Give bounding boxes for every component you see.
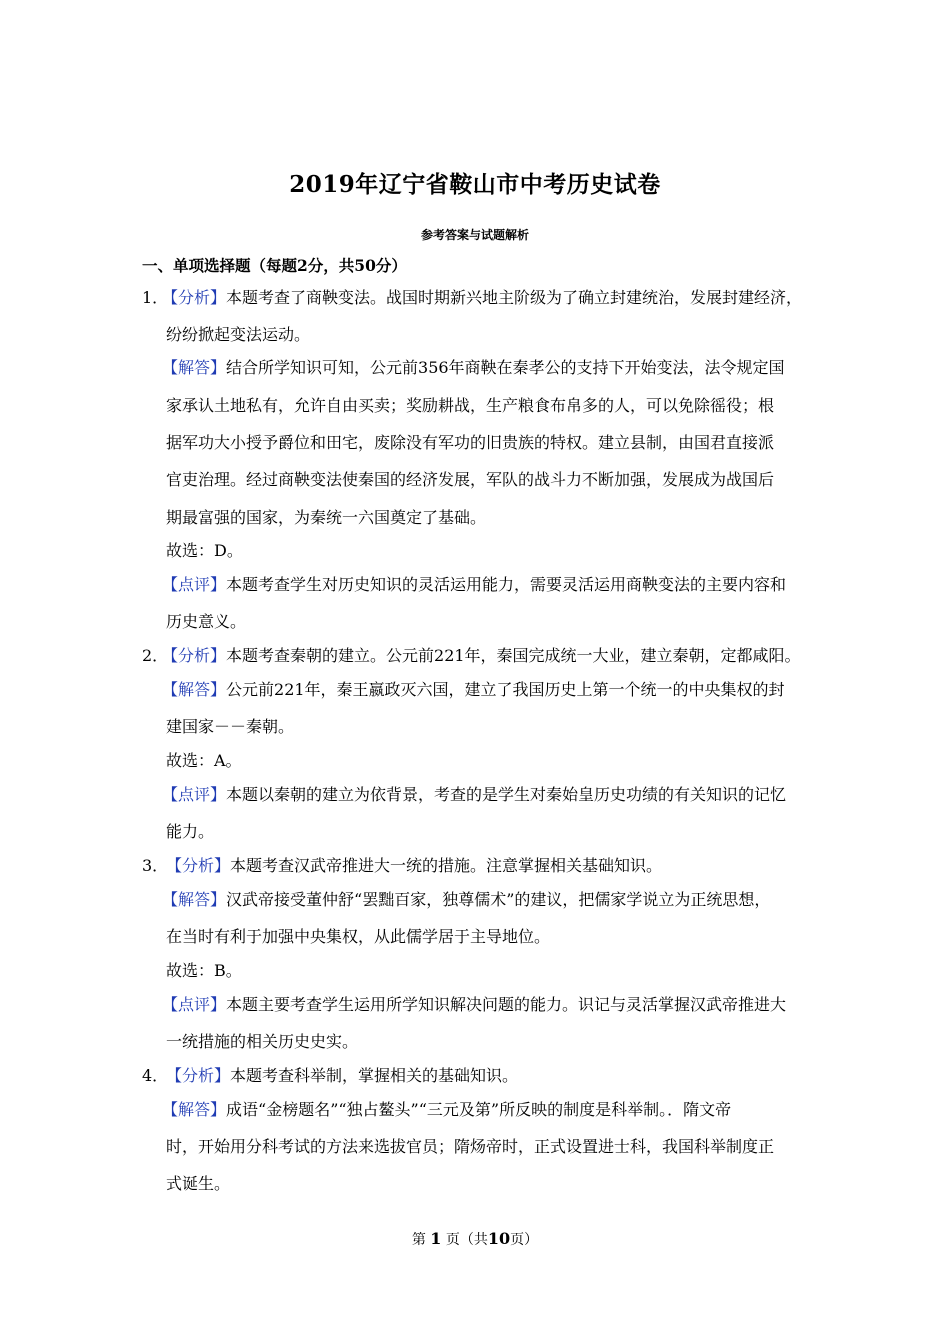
section-heading: 一、单项选择题（每题2分，共50分） [142, 256, 407, 275]
footer-suffix: 页） [510, 1232, 539, 1248]
answer-line: 建国家－－秦朝。 [166, 717, 295, 736]
answer-line: 家承认土地私有，允许自由买卖；奖励耕战，生产粮食布帛多的人，可以免除徭役；根 [166, 396, 775, 415]
answer-line [162, 890, 770, 910]
comment-line: 历史意义。 [166, 612, 247, 631]
analysis-line [166, 1066, 518, 1086]
page-footer [0, 1229, 950, 1249]
answer-line [162, 1100, 731, 1120]
footer-prefix: 第 [411, 1232, 426, 1248]
question-number: 1． [142, 288, 169, 307]
answer-text: 结合所学知识可知，公元前356年商鞅在秦孝公的支持下开始变法，法令规定国 [226, 358, 785, 377]
choice-line: 故选：B。 [166, 961, 242, 980]
analysis-line [166, 856, 662, 876]
question-number: 4． [142, 1066, 169, 1085]
comment-text: 本题主要考查学生运用所学知识解决问题的能力。识记与灵活掌握汉武帝推进大 [226, 995, 787, 1014]
comment-line [162, 995, 786, 1015]
comment-line [162, 575, 786, 595]
analysis-line [162, 646, 801, 666]
question-number: 2． [142, 646, 169, 665]
comment-line: 能力。 [166, 822, 215, 841]
answer-line: 时，开始用分科考试的方法来选拔官员；隋炀帝时，正式设置进士科，我国科举制度正 [166, 1137, 775, 1156]
analysis-text: 本题考查了商鞅变法。战国时期新兴地主阶级为了确立封建统治，发展封建经济， [226, 288, 803, 307]
answer-text: 公元前221年，秦王嬴政灭六国，建立了我国历史上第一个统一的中央集权的封 [226, 680, 785, 699]
analysis-text: 本题考查科举制，掌握相关的基础知识。 [230, 1066, 519, 1085]
answer-tag: 【解答】 [162, 358, 227, 377]
comment-text: 本题以秦朝的建立为依背景，考查的是学生对秦始皇历史功绩的有关知识的记忆 [226, 785, 787, 804]
comment-tag: 【点评】 [162, 995, 227, 1014]
analysis-text: 本题考查秦朝的建立。公元前221年，秦国完成统一大业，建立秦朝，定都咸阳。 [226, 646, 801, 665]
answer-line: 据军功大小授予爵位和田宅，废除没有军功的旧贵族的特权。建立县制，由国君直接派 [166, 433, 775, 452]
answer-line: 在当时有利于加强中央集权，从此儒学居于主导地位。 [166, 927, 551, 946]
answer-tag: 【解答】 [162, 1100, 227, 1119]
answer-line: 式诞生。 [166, 1174, 231, 1193]
document-title: 2019年辽宁省鞍山市中考历史试卷 [289, 171, 661, 198]
answer-text: 汉武帝接受董仲舒“罢黜百家，独尊儒术”的建议，把儒家学说立为正统思想， [226, 890, 771, 909]
answer-tag: 【解答】 [162, 890, 227, 909]
comment-line: 一统措施的相关历史史实。 [166, 1032, 359, 1051]
analysis-line: 纷纷掀起变法运动。 [166, 325, 311, 344]
choice-line: 故选：A。 [166, 751, 242, 770]
analysis-line [162, 288, 802, 308]
footer-total-pages: 10 [487, 1229, 511, 1248]
analysis-text: 本题考查汉武帝推进大一统的措施。注意掌握相关基础知识。 [230, 856, 663, 875]
answer-line [162, 358, 785, 378]
comment-line [162, 785, 786, 805]
footer-middle: 页（共 [445, 1232, 488, 1248]
analysis-tag: 【分析】 [166, 856, 231, 875]
analysis-tag: 【分析】 [162, 288, 227, 307]
document-subtitle: 参考答案与试题解析 [420, 228, 529, 242]
answer-line: 期最富强的国家，为秦统一六国奠定了基础。 [166, 508, 487, 527]
answer-tag: 【解答】 [162, 680, 227, 699]
question-number: 3． [142, 856, 169, 875]
answer-line: 官吏治理。经过商鞅变法使秦国的经济发展，军队的战斗力不断加强，发展成为战国后 [166, 470, 775, 489]
comment-text: 本题考查学生对历史知识的灵活运用能力，需要灵活运用商鞅变法的主要内容和 [226, 575, 787, 594]
footer-page-number: 1 [430, 1229, 442, 1248]
comment-tag: 【点评】 [162, 575, 227, 594]
analysis-tag: 【分析】 [162, 646, 227, 665]
choice-line: 故选：D。 [166, 541, 243, 560]
answer-text: 成语“金榜题名”“独占鳌头”“三元及第”所反映的制度是科举制。．隋文帝 [226, 1100, 732, 1119]
answer-line [162, 680, 785, 700]
comment-tag: 【点评】 [162, 785, 227, 804]
analysis-tag: 【分析】 [166, 1066, 231, 1085]
